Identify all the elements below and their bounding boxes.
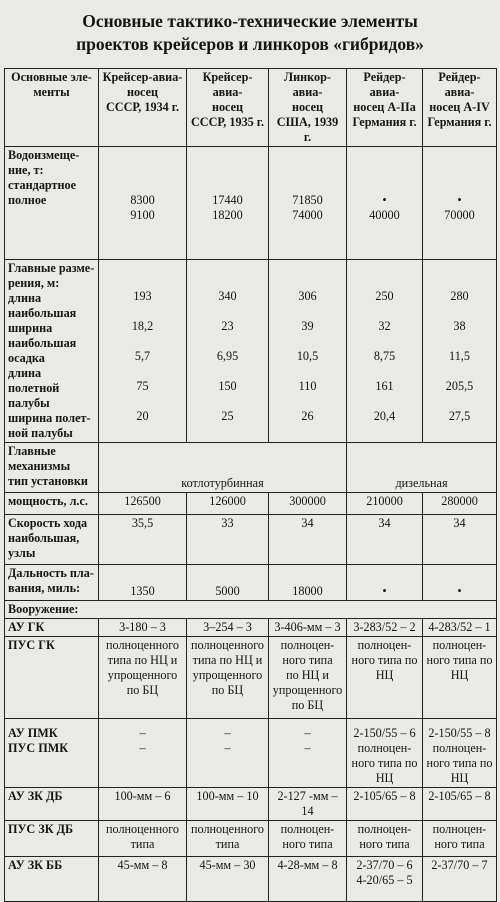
text-line: 27,5 xyxy=(448,409,471,423)
label-au-zk-bb: АУ ЗК ББ xyxy=(5,857,99,902)
text-line: • xyxy=(457,193,462,207)
text-line: – xyxy=(304,726,311,740)
cell-pmk-2 xyxy=(187,719,269,788)
text-line: 20,4 xyxy=(373,409,396,423)
label-pus-zk-db: ПУС ЗК ДБ xyxy=(5,821,99,857)
text-line: ного типа xyxy=(434,837,485,851)
title-line-2: проектов крейсеров и линкоров «гибридов» xyxy=(76,34,424,54)
text-line: упрощенного xyxy=(192,668,263,682)
cell-power-4: 210000 xyxy=(347,493,423,515)
text-line: Линкор-авиа- xyxy=(284,70,331,99)
text-line: 2-150/55 – 6 xyxy=(353,726,416,740)
text-line: упрощенного xyxy=(272,683,343,697)
text-line: 17440 xyxy=(212,193,243,207)
title-line-1: Основные тактико-технические элементы xyxy=(82,11,418,31)
row-au-zk-db xyxy=(5,788,497,821)
header-col3 xyxy=(269,69,347,147)
text-line: Главные xyxy=(8,444,56,458)
text-line: 25 xyxy=(221,409,234,423)
cell-speed-5: 34 xyxy=(423,515,497,565)
label-machinery xyxy=(5,443,99,493)
cell-machinery-turbine: котлотурбинная xyxy=(99,443,347,493)
text-line: полноценного xyxy=(190,822,264,836)
text-line: НЦ xyxy=(450,771,469,785)
label-armament: Вооружение: xyxy=(5,601,497,619)
text-line: наибольшая xyxy=(8,306,77,320)
text-line: 23 xyxy=(221,319,234,333)
text-line: 340 xyxy=(218,289,237,303)
header-elements xyxy=(5,69,99,147)
text-line: 205,5 xyxy=(445,379,474,393)
cell-au-gk-3: 3-406-мм – 3 xyxy=(269,619,347,637)
cell-displacement-5 xyxy=(423,147,497,260)
row-pus-zk-db xyxy=(5,821,497,857)
cell-pus-zk-db-1 xyxy=(99,821,187,857)
row-au-zk-bb xyxy=(5,857,497,902)
text-line: НЦ xyxy=(450,668,469,682)
text-line: АУ ПМК xyxy=(8,726,58,740)
text-line: 74000 xyxy=(292,208,323,222)
text-line: носец А-IV xyxy=(429,100,490,114)
text-line: 18,2 xyxy=(131,319,154,333)
text-line: НЦ xyxy=(375,771,394,785)
text-line: Скорость хода xyxy=(8,516,88,530)
text-line: 2-37/70 – 6 xyxy=(356,858,413,872)
text-line: 11,5 xyxy=(449,349,470,363)
text-line: упрощенного xyxy=(107,668,178,682)
text-line: ного типа xyxy=(282,837,333,851)
text-line: носец xyxy=(291,100,324,114)
cell-range-4: • xyxy=(347,565,423,601)
text-line: 4-28-мм – 8 xyxy=(277,858,338,872)
header-col2 xyxy=(187,69,269,147)
row-armament-heading xyxy=(5,601,497,619)
text-line: длина xyxy=(8,291,42,305)
text-line: 2-150/55 – 8 xyxy=(428,726,491,740)
text-line: наибольшая xyxy=(8,336,77,350)
header-col1 xyxy=(99,69,187,147)
text-line: полноцен- xyxy=(280,822,335,836)
label-au-gk: АУ ГК xyxy=(5,619,99,637)
cell-displacement-2 xyxy=(187,147,269,260)
text-line: – xyxy=(139,741,146,755)
text-line: полноцен- xyxy=(280,638,335,652)
text-line: Дальность пла- xyxy=(8,566,94,580)
text-line: 280 xyxy=(450,289,469,303)
row-speed xyxy=(5,515,497,565)
cell-pus-gk-4 xyxy=(347,637,423,719)
text-line: длина полетной xyxy=(8,366,60,395)
text-line: – xyxy=(304,741,311,755)
text-line: полноцен- xyxy=(357,822,412,836)
text-line: осадка xyxy=(8,351,45,365)
text-line: 38 xyxy=(453,319,466,333)
header-row xyxy=(5,69,497,147)
cell-au-gk-1: 3-180 – 3 xyxy=(99,619,187,637)
cell-pus-gk-1 xyxy=(99,637,187,719)
text-line: Крейсер-авиа- xyxy=(202,70,253,99)
text-line: НЦ xyxy=(375,668,394,682)
text-line: Рейдер-авиа- xyxy=(363,70,406,99)
text-line: Основные эле- xyxy=(11,70,92,84)
cell-pmk-5 xyxy=(423,719,497,788)
text-line: типа по НЦ и xyxy=(107,653,178,667)
text-line: 20 xyxy=(136,409,149,423)
text-line: ПУС ПМК xyxy=(8,741,69,755)
cell-displacement-4 xyxy=(347,147,423,260)
cell-pus-gk-5 xyxy=(423,637,497,719)
text-line: ного типа по xyxy=(426,756,493,770)
cell-au-zk-db-4: 2-105/65 – 8 xyxy=(347,788,423,821)
page-title xyxy=(0,10,500,56)
cell-au-zk-db-3: 2-127 -мм –14 xyxy=(269,788,347,821)
text-line: стандартное xyxy=(8,178,77,192)
text-line: узлы xyxy=(8,546,36,560)
cell-au-zk-bb-3 xyxy=(269,857,347,902)
text-line: типа xyxy=(130,837,155,851)
cell-range-2: 5000 xyxy=(187,565,269,601)
text-line: 110 xyxy=(298,379,317,393)
cell-speed-4: 34 xyxy=(347,515,423,565)
cell-power-1: 126500 xyxy=(99,493,187,515)
cell-pus-zk-db-5 xyxy=(423,821,497,857)
cell-au-gk-2: 3–254 – 3 xyxy=(187,619,269,637)
cell-power-3: 300000 xyxy=(269,493,347,515)
row-range xyxy=(5,565,497,601)
text-line: – xyxy=(139,726,146,740)
text-line: по НЦ и xyxy=(286,668,329,682)
text-line: носец xyxy=(211,100,244,114)
cell-pmk-1 xyxy=(99,719,187,788)
text-line: вания, миль: xyxy=(8,581,81,595)
text-line: 5,7 xyxy=(134,349,151,363)
text-line: 75 xyxy=(136,379,149,393)
cell-range-1: 1350 xyxy=(99,565,187,601)
text-line: полное xyxy=(8,193,47,207)
cell-dimensions-3 xyxy=(269,260,347,443)
text-line: ного типа по xyxy=(351,653,418,667)
text-line: носец А-IIa xyxy=(353,100,416,114)
cell-au-zk-bb-4 xyxy=(347,857,423,902)
text-line: тип установки xyxy=(8,474,88,488)
text-line: по БЦ xyxy=(211,683,244,697)
text-line: ного типа xyxy=(282,653,333,667)
text-line: полноцен- xyxy=(432,638,487,652)
cell-speed-3: 34 xyxy=(269,515,347,565)
cell-pus-zk-db-4 xyxy=(347,821,423,857)
text-line: ной палубы xyxy=(8,426,73,440)
text-line: типа xyxy=(215,837,240,851)
text-line: Водоизмеще- xyxy=(8,148,80,162)
cell-pus-gk-2 xyxy=(187,637,269,719)
text-line: ного типа по xyxy=(351,756,418,770)
cell-pus-zk-db-2 xyxy=(187,821,269,857)
cell-au-zk-bb-1 xyxy=(99,857,187,902)
text-line: 18200 xyxy=(212,208,243,222)
text-line: по БЦ xyxy=(126,683,159,697)
cell-au-zk-db-5: 2-105/65 – 8 xyxy=(423,788,497,821)
text-line: полноцен- xyxy=(357,638,412,652)
row-pus-gk xyxy=(5,637,497,719)
text-line: 306 xyxy=(298,289,317,303)
text-line: полноценного xyxy=(105,822,179,836)
cell-dimensions-1 xyxy=(99,260,187,443)
text-line: СССР, 1935 г. xyxy=(190,115,265,129)
label-range xyxy=(5,565,99,601)
cell-au-zk-bb-2 xyxy=(187,857,269,902)
text-line: носец xyxy=(126,85,159,99)
text-line: полноцен- xyxy=(432,741,487,755)
cell-dimensions-5 xyxy=(423,260,497,443)
text-line: полноцен- xyxy=(432,822,487,836)
row-displacement xyxy=(5,147,497,260)
text-line: 71850 xyxy=(292,193,323,207)
label-au-zk-db: АУ ЗК ДБ xyxy=(5,788,99,821)
cell-pmk-4 xyxy=(347,719,423,788)
text-line: Крейсер-авиа- xyxy=(102,70,183,84)
text-line: менты xyxy=(33,85,70,99)
row-au-gk xyxy=(5,619,497,637)
cell-au-zk-bb-5 xyxy=(423,857,497,902)
text-line: Германия г. xyxy=(352,115,417,129)
text-line: механизмы xyxy=(8,459,71,473)
cell-displacement-1 xyxy=(99,147,187,260)
text-line: 250 xyxy=(375,289,394,303)
text-line: 6,95 xyxy=(216,349,239,363)
cell-machinery-diesel: дизельная xyxy=(347,443,497,493)
cell-displacement-3 xyxy=(269,147,347,260)
text-line: 193 xyxy=(133,289,152,303)
row-pmk xyxy=(5,719,497,788)
text-line: СССР, 1934 г. xyxy=(105,100,180,114)
text-line: 45-мм – 8 xyxy=(117,858,168,872)
cell-pus-gk-3 xyxy=(269,637,347,719)
text-line: ние, т: xyxy=(8,163,44,177)
text-line: полноцен- xyxy=(357,741,412,755)
row-power xyxy=(5,493,497,515)
text-line: Главные разме- xyxy=(8,261,95,275)
text-line: 26 xyxy=(301,409,314,423)
cell-pus-zk-db-3 xyxy=(269,821,347,857)
text-line: 45-мм – 30 xyxy=(199,858,256,872)
cell-speed-1: 35,5 xyxy=(99,515,187,565)
label-power: мощность, л.с. xyxy=(5,493,99,515)
cell-dimensions-4 xyxy=(347,260,423,443)
specs-table xyxy=(4,68,497,902)
text-line: 9100 xyxy=(130,208,155,222)
text-line: 2-37/70 – 7 xyxy=(431,858,488,872)
text-line: 70000 xyxy=(444,208,475,222)
text-line: 161 xyxy=(375,379,394,393)
header-col5 xyxy=(423,69,497,147)
cell-range-5: • xyxy=(423,565,497,601)
text-line: 8,75 xyxy=(373,349,396,363)
cell-au-gk-5: 4-283/52 – 1 xyxy=(423,619,497,637)
cell-power-2: 126000 xyxy=(187,493,269,515)
text-line: ширина xyxy=(8,321,53,335)
text-line: – xyxy=(224,741,231,755)
cell-range-3: 18000 xyxy=(269,565,347,601)
text-line: Германия г. xyxy=(427,115,492,129)
text-line: 150 xyxy=(218,379,237,393)
header-col4 xyxy=(347,69,423,147)
cell-pmk-3 xyxy=(269,719,347,788)
text-line: по БЦ xyxy=(291,698,324,712)
text-line: ного типа по xyxy=(426,653,493,667)
cell-au-zk-db-2: 100-мм – 10 xyxy=(187,788,269,821)
text-line: ного типа xyxy=(359,837,410,851)
text-line: Рейдер-авиа- xyxy=(438,70,481,99)
label-pus-gk: ПУС ГК xyxy=(5,637,99,719)
text-line: 8300 xyxy=(130,193,155,207)
text-line: наибольшая, xyxy=(8,531,80,545)
text-line: – xyxy=(224,726,231,740)
text-line: 40000 xyxy=(369,208,400,222)
label-dimensions xyxy=(5,260,99,443)
text-line: типа по НЦ и xyxy=(192,653,263,667)
text-line: полноценного xyxy=(105,638,179,652)
cell-dimensions-2 xyxy=(187,260,269,443)
text-line: • xyxy=(382,193,387,207)
row-machinery xyxy=(5,443,497,493)
row-dimensions xyxy=(5,260,497,443)
text-line: полноценного xyxy=(190,638,264,652)
text-line: ширина полет- xyxy=(8,411,91,425)
cell-speed-2: 33 xyxy=(187,515,269,565)
cell-au-gk-4: 3-283/52 – 2 xyxy=(347,619,423,637)
label-pmk xyxy=(5,719,99,788)
text-line: палубы xyxy=(8,396,50,410)
cell-power-5: 280000 xyxy=(423,493,497,515)
text-line: 10,5 xyxy=(296,349,319,363)
text-line: 39 xyxy=(301,319,314,333)
label-speed xyxy=(5,515,99,565)
text-line: США, 1939 г. xyxy=(276,115,339,144)
text-line: рения, м: xyxy=(8,276,60,290)
cell-au-zk-db-1: 100-мм – 6 xyxy=(99,788,187,821)
text-line: 32 xyxy=(378,319,391,333)
label-displacement xyxy=(5,147,99,260)
text-line: 4-20/65 – 5 xyxy=(356,873,413,887)
